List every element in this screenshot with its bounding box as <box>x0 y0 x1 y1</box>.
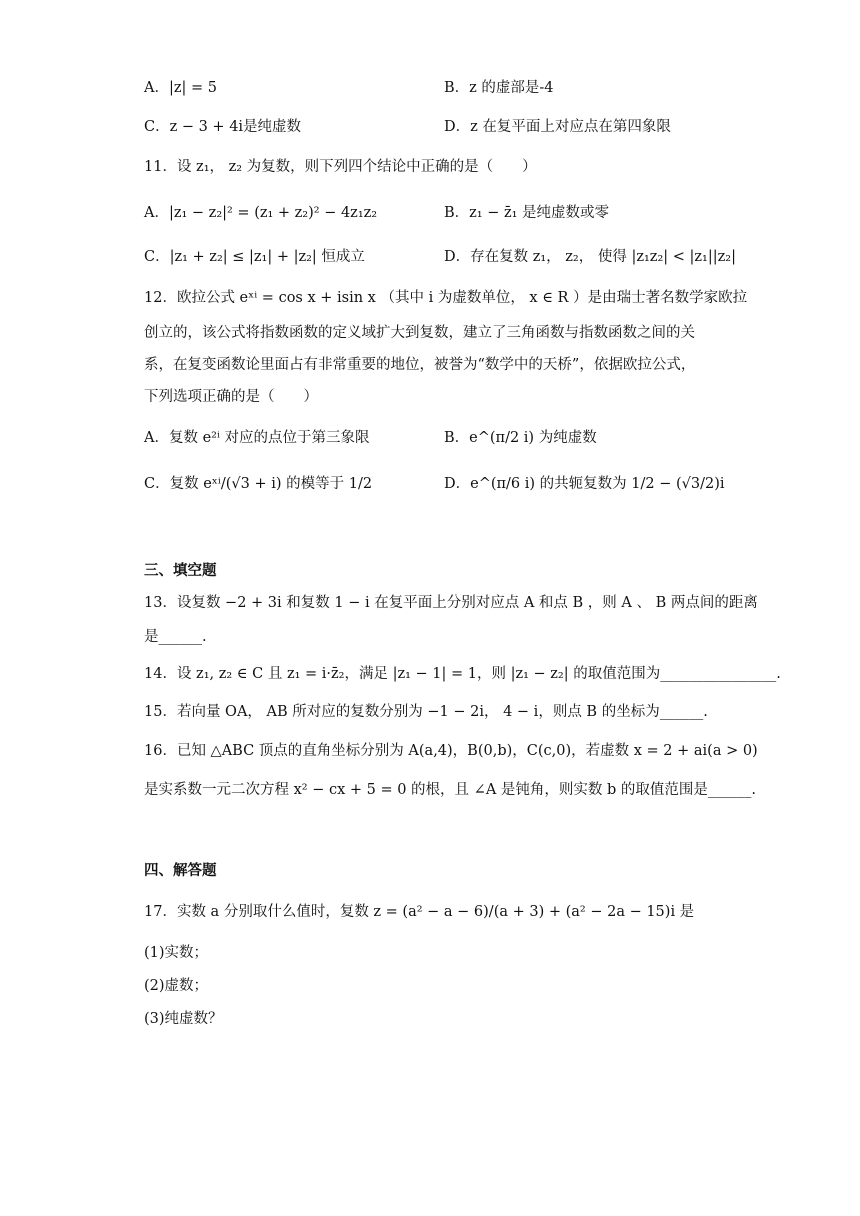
q12-stem-line2: 创立的，该公式将指数函数的定义域扩大到复数，建立了三角函数与指数函数之间的关 <box>144 325 695 341</box>
q12-option-d: D．e^(π/6 i) 的共轭复数为 1/2 − (√3/2)i <box>444 476 725 492</box>
q11-option-b: B．z₁ − z̄₁ 是纯虚数或零 <box>444 205 610 221</box>
q16-line2: 是实系数一元二次方程 x² − cx + 5 = 0 的根，且 ∠A 是钝角，则实数 b 的取值范围是______. <box>144 782 757 798</box>
section-heading-fill-in: 三、填空题 <box>144 562 217 579</box>
q10-option-a <box>144 78 217 98</box>
q15-text: 15．若向量 OA， AB 所对应的复数分别为 −1 − 2i， 4 − i，则点 B 的坐标为______. <box>144 704 708 720</box>
q11-stem: 11．设 z₁， z₂ 为复数，则下列四个结论中正确的是（ ） <box>144 159 537 175</box>
q12-stem-line1: 12．欧拉公式 eˣⁱ = cos x + isin x （其中 i 为虚数单位， x ∈ R ）是由瑞士著名数学家欧拉 <box>144 290 748 306</box>
q17-part2: (2)虚数； <box>144 978 209 994</box>
q12-option-c: C．复数 eˣⁱ/(√3 + i) 的模等于 1/2 <box>144 476 373 492</box>
q14-text: 14．设 z₁, z₂ ∈ C 且 z₁ = i·z̄₂，满足 |z₁ − 1| = 1，则 |z₁ − z₂| 的取值范围为________________. <box>144 666 781 682</box>
q17-part3: (3)纯虚数？ <box>144 1011 223 1027</box>
q17-stem: 17．实数 a 分别取什么值时，复数 z = (a² − a − 6)/(a + 3) + (a² − 2a − 15)i 是 <box>144 904 695 920</box>
q10-option-a-text: A．|z| = 5 <box>144 80 217 96</box>
q10-option-d-text: D．z 在复平面上对应点在第四象限 <box>444 119 671 135</box>
section-heading-answer: 四、解答题 <box>144 862 217 879</box>
q11-option-c: C．|z₁ + z₂| ≤ |z₁| + |z₂| 恒成立 <box>144 249 365 265</box>
q11-option-d: D．存在复数 z₁， z₂， 使得 |z₁z₂| < |z₁||z₂| <box>444 249 736 265</box>
q12-stem-line3: 系，在复变函数论里面占有非常重要的地位，被誉为“数学中的天桥”，依据欧拉公式， <box>144 357 696 373</box>
q17-part1: (1)实数； <box>144 945 209 961</box>
q10-option-b-text: B．z 的虚部是-4 <box>444 80 554 96</box>
q10-option-c <box>144 117 301 137</box>
q12-option-a: A．复数 e²ⁱ 对应的点位于第三象限 <box>144 430 370 446</box>
q10-option-d <box>444 117 671 137</box>
q12-option-b: B．e^(π/2 i) 为纯虚数 <box>444 430 597 446</box>
q11-option-a: A．|z₁ − z₂|² = (z₁ + z₂)² − 4z₁z₂ <box>144 205 378 221</box>
q16-line1: 16．已知 △ABC 顶点的直角坐标分别为 A(a,4)，B(0,b)，C(c,0)，若虚数 x = 2 + ai(a > 0) <box>144 743 758 759</box>
q12-stem-line4: 下列选项正确的是（ ） <box>144 389 318 405</box>
q13-line1: 13．设复数 −2 + 3i 和复数 1 − i 在复平面上分别对应点 A 和点 B ，则 A 、 B 两点间的距离 <box>144 595 758 611</box>
q10-option-c-text: C．z − 3 + 4i是纯虚数 <box>144 119 302 135</box>
q13-line2: 是______. <box>144 629 207 645</box>
q10-option-b <box>444 78 554 98</box>
